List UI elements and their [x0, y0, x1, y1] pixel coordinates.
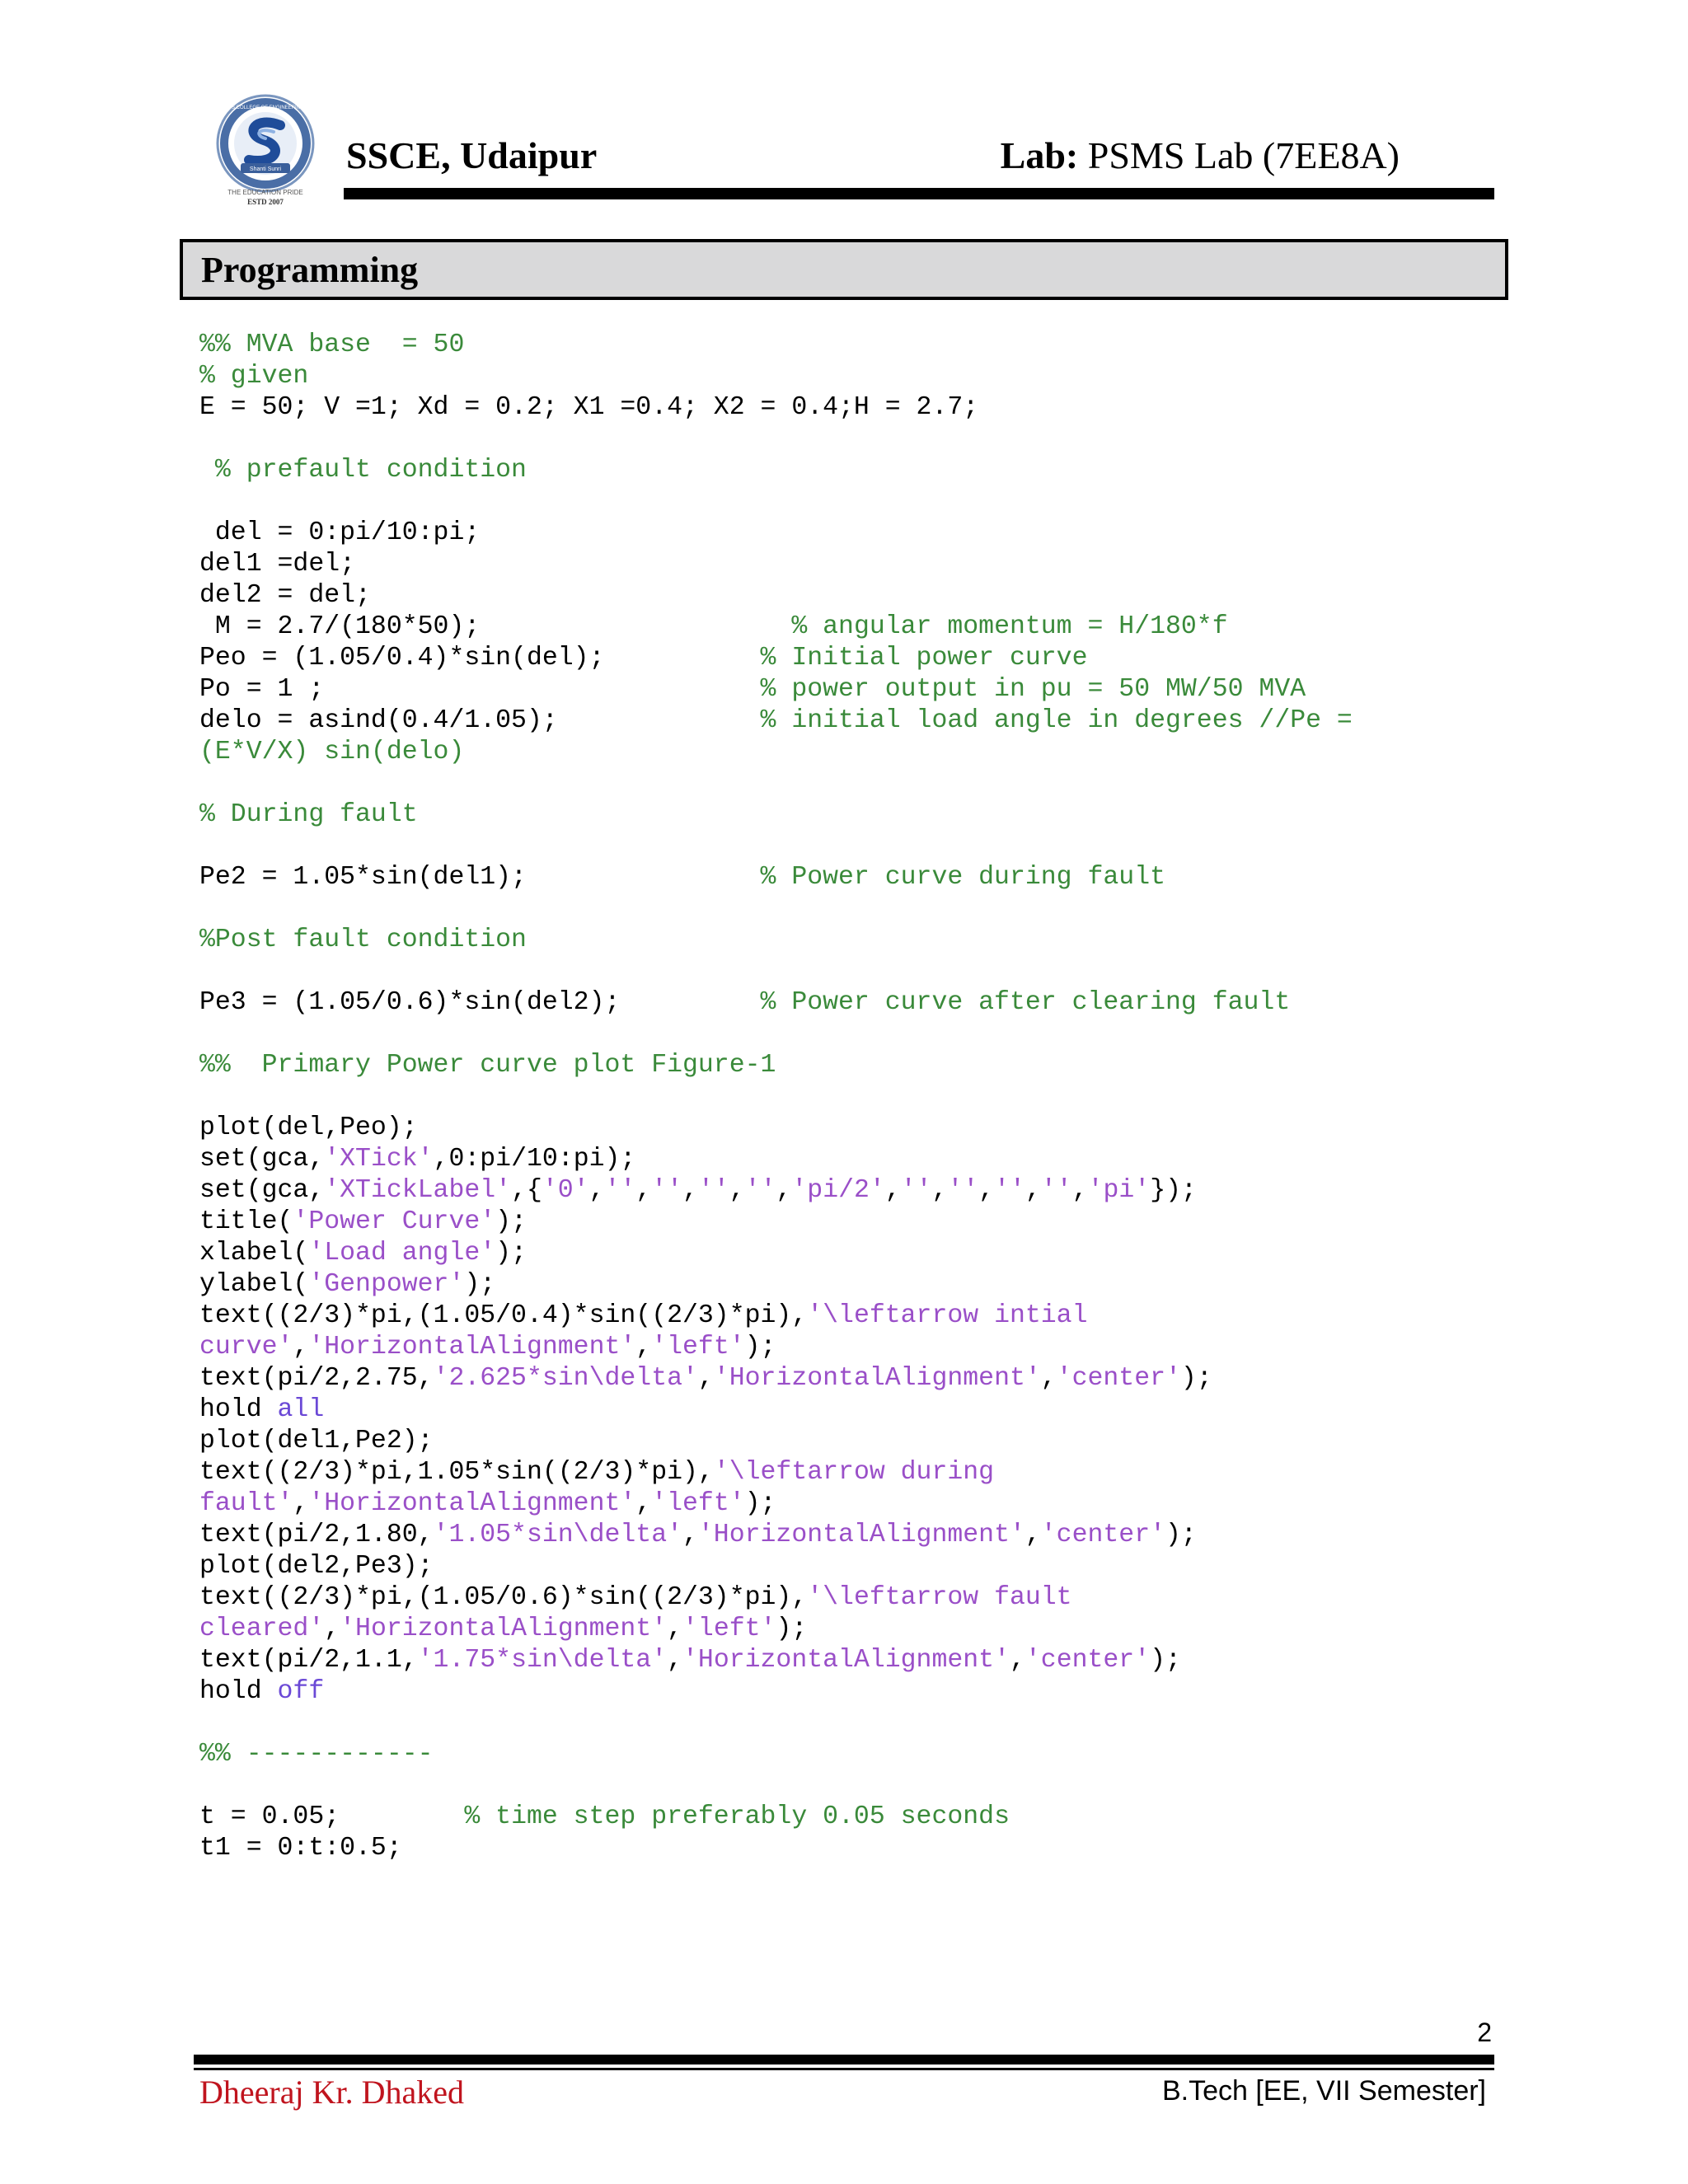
code-line: [199, 1426, 1518, 1457]
code-token: 'Genpower': [308, 1270, 465, 1299]
code-token: );: [495, 1207, 527, 1236]
code-line: [199, 862, 1518, 893]
code-line: [199, 1833, 1518, 1864]
code-line: [199, 518, 1518, 549]
code-token: Po = 1 ;: [199, 675, 761, 704]
code-token: %% Primary Power curve plot Figure-1: [199, 1051, 776, 1080]
code-token: 'center': [1056, 1364, 1181, 1393]
code-token: '': [900, 1176, 932, 1205]
code-line: [199, 737, 1518, 768]
code-line: [199, 330, 1518, 361]
code-token: 'pi': [1087, 1176, 1151, 1205]
code-token: text(pi/2,1.80,: [199, 1521, 434, 1549]
code-token: ,0:pi/10:pi);: [433, 1145, 636, 1174]
code-token: curve': [199, 1333, 293, 1361]
footer-rule-thick: [194, 2055, 1494, 2064]
code-token: ylabel(: [199, 1270, 309, 1299]
page-number: 2: [1477, 2018, 1492, 2047]
code-token: 'HorizontalAlignment': [340, 1615, 668, 1643]
lab-title: [1001, 134, 1400, 177]
code-token: ,: [293, 1489, 309, 1518]
code-line: [199, 1488, 1518, 1520]
code-line: [199, 1238, 1518, 1269]
code-token: ,: [1009, 1646, 1025, 1675]
code-token: ,: [635, 1176, 652, 1205]
code-line: [199, 1802, 1518, 1833]
code-token: ,: [667, 1615, 683, 1643]
code-token: %% MVA base = 50: [199, 330, 465, 359]
code-line: [199, 956, 1518, 987]
code-token: 'pi/2': [791, 1176, 885, 1205]
code-line: [199, 455, 1518, 486]
header-rule: [344, 188, 1494, 199]
section-header: [180, 239, 1508, 300]
code-token: t = 0.05;: [199, 1802, 465, 1831]
code-token: );: [1150, 1646, 1181, 1675]
code-line: [199, 392, 1518, 424]
code-token: 'HorizontalAlignment': [697, 1521, 1025, 1549]
code-token: % prefault condition: [199, 456, 527, 485]
code-token: ,: [1071, 1176, 1088, 1205]
code-token: off: [277, 1677, 325, 1706]
code-token: 'HorizontalAlignment': [713, 1364, 1041, 1393]
code-token: ,: [978, 1176, 995, 1205]
code-token: ,{: [511, 1176, 542, 1205]
code-token: Pe3 = (1.05/0.6)*sin(del2);: [199, 988, 761, 1017]
code-token: delo = asind(0.4/1.05);: [199, 706, 761, 735]
code-token: Peo = (1.05/0.4)*sin(del);: [199, 644, 761, 673]
code-line: [199, 925, 1518, 956]
code-token: 'left': [651, 1489, 745, 1518]
code-token: Pe2 = 1.05*sin(del1);: [199, 863, 761, 892]
code-line: [199, 1614, 1518, 1645]
code-token: );: [744, 1489, 776, 1518]
code-line: [199, 1081, 1518, 1113]
code-token: ,: [931, 1176, 948, 1205]
code-token: ,: [884, 1176, 901, 1205]
code-token: 'center': [1025, 1646, 1151, 1675]
code-token: 'Load angle': [308, 1239, 496, 1268]
code-token: '': [604, 1176, 636, 1205]
code-token: % initial load angle in degrees //Pe =: [760, 706, 1353, 735]
code-listing: [199, 330, 1518, 1864]
code-token: ,: [588, 1176, 605, 1205]
code-token: % Power curve after clearing fault: [760, 988, 1291, 1017]
code-token: t1 = 0:t:0.5;: [199, 1834, 402, 1863]
logo-mascot-text: Shanti Sunri: [249, 166, 282, 172]
code-token: '2.625*sin\delta': [433, 1364, 698, 1393]
lab-label: Lab:: [1000, 134, 1079, 176]
code-token: % Power curve during fault: [760, 863, 1165, 892]
code-line: [199, 1770, 1518, 1802]
code-token: text((2/3)*pi,(1.05/0.6)*sin((2/3)*pi),: [199, 1583, 808, 1612]
code-token: });: [1150, 1176, 1197, 1205]
code-token: '1.05*sin\delta': [433, 1521, 682, 1549]
code-line: [199, 831, 1518, 862]
code-token: ,: [1040, 1364, 1057, 1393]
code-line: [199, 987, 1518, 1019]
code-token: text((2/3)*pi,(1.05/0.4)*sin((2/3)*pi),: [199, 1301, 808, 1330]
code-token: '': [947, 1176, 979, 1205]
code-token: 'XTickLabel': [324, 1176, 512, 1205]
code-token: ,: [697, 1364, 714, 1393]
code-line: [199, 424, 1518, 455]
code-token: '': [994, 1176, 1025, 1205]
code-line: [199, 1269, 1518, 1301]
code-line: [199, 643, 1518, 674]
logo-estd: ESTD 2007: [247, 198, 284, 206]
code-token: text((2/3)*pi,1.05*sin((2/3)*pi),: [199, 1458, 714, 1487]
code-line: [199, 1551, 1518, 1582]
code-token: );: [495, 1239, 527, 1268]
code-token: del2 = del;: [199, 581, 371, 610]
code-line: [199, 1050, 1518, 1081]
code-token: % given: [199, 362, 309, 391]
code-token: ,: [1025, 1176, 1041, 1205]
code-line: [199, 1144, 1518, 1175]
code-token: 'HorizontalAlignment': [682, 1646, 1010, 1675]
code-token: text(pi/2,1.1,: [199, 1646, 418, 1675]
author-name: Dheeraj Kr. Dhaked: [199, 2074, 464, 2111]
code-line: [199, 1175, 1518, 1207]
course-info: B.Tech [EE, VII Semester]: [1161, 2075, 1486, 2107]
code-token: title(: [199, 1207, 293, 1236]
code-line: [199, 486, 1518, 518]
code-token: % During fault: [199, 800, 418, 829]
code-token: E = 50; V =1; Xd = 0.2; X1 =0.4; X2 = 0.4;H = 2.7;: [199, 393, 979, 422]
code-token: 'HorizontalAlignment': [308, 1333, 636, 1361]
code-line: [199, 1708, 1518, 1739]
code-line: [199, 549, 1518, 580]
logo-tagline: THE EDUCATION PRIDE: [227, 189, 303, 196]
code-line: [199, 768, 1518, 799]
code-token: plot(del2,Pe3);: [199, 1552, 434, 1581]
code-token: '\leftarrow during: [713, 1458, 995, 1487]
code-line: [199, 1301, 1518, 1332]
code-token: cleared': [199, 1615, 325, 1643]
code-line: [199, 1207, 1518, 1238]
code-line: [199, 1394, 1518, 1426]
code-token: 'XTick': [324, 1145, 434, 1174]
code-token: ,: [293, 1333, 309, 1361]
logo-ring-text: S S COLLEGE OF ENGINEERING: [227, 105, 304, 110]
code-token: );: [464, 1270, 496, 1299]
code-line: [199, 1582, 1518, 1614]
code-line: [199, 893, 1518, 925]
code-line: [199, 580, 1518, 612]
code-token: set(gca,: [199, 1176, 325, 1205]
code-token: );: [1180, 1364, 1212, 1393]
code-token: '': [744, 1176, 776, 1205]
section-title: Programming: [201, 250, 419, 290]
code-line: [199, 1520, 1518, 1551]
code-token: %Post fault condition: [199, 926, 527, 954]
code-token: plot(del,Peo);: [199, 1113, 418, 1142]
code-line: [199, 1363, 1518, 1394]
code-token: ,: [729, 1176, 745, 1205]
code-token: ,: [324, 1615, 340, 1643]
code-token: % angular momentum = H/180*f: [791, 612, 1228, 641]
code-line: [199, 1332, 1518, 1363]
code-line: [199, 1457, 1518, 1488]
code-token: '1.75*sin\delta': [417, 1646, 668, 1675]
code-token: % power output in pu = 50 MW/50 MVA: [760, 675, 1306, 704]
code-line: [199, 705, 1518, 737]
code-line: [199, 361, 1518, 392]
code-token: ,: [635, 1489, 652, 1518]
code-token: ,: [1025, 1521, 1041, 1549]
code-token: ,: [682, 1521, 698, 1549]
college-name: SSCE, Udaipur: [346, 134, 598, 176]
code-line: [199, 799, 1518, 831]
lab-value: PSMS Lab (7EE8A): [1087, 134, 1400, 176]
code-line: [199, 1645, 1518, 1676]
footer-rule-thin: [194, 2068, 1494, 2070]
code-token: '': [697, 1176, 729, 1205]
code-token: 'HorizontalAlignment': [308, 1489, 636, 1518]
code-token: all: [277, 1395, 325, 1424]
college-logo: [198, 92, 334, 208]
code-token: 'center': [1040, 1521, 1166, 1549]
code-token: plot(del1,Pe2);: [199, 1427, 434, 1455]
code-token: '\leftarrow intial: [807, 1301, 1088, 1330]
code-token: );: [744, 1333, 776, 1361]
code-token: '0': [542, 1176, 589, 1205]
code-token: );: [776, 1615, 808, 1643]
code-token: (E*V/X) sin(delo): [199, 738, 465, 766]
code-line: [199, 674, 1518, 705]
code-token: );: [1165, 1521, 1197, 1549]
code-line: [199, 1676, 1518, 1708]
code-line: [199, 1113, 1518, 1144]
code-line: [199, 612, 1518, 643]
code-line: [199, 1019, 1518, 1050]
code-token: M = 2.7/(180*50);: [199, 612, 792, 641]
code-token: ,: [776, 1176, 792, 1205]
code-token: hold: [199, 1395, 278, 1424]
code-token: set(gca,: [199, 1145, 325, 1174]
code-token: ,: [682, 1176, 698, 1205]
code-token: % Initial power curve: [760, 644, 1088, 673]
code-line: [199, 1739, 1518, 1770]
code-token: % time step preferably 0.05 seconds: [464, 1802, 1010, 1831]
code-token: ,: [635, 1333, 652, 1361]
code-token: hold: [199, 1677, 278, 1706]
code-token: 'left': [682, 1615, 776, 1643]
code-token: ,: [667, 1646, 683, 1675]
code-token: xlabel(: [199, 1239, 309, 1268]
code-token: '': [651, 1176, 683, 1205]
code-token: text(pi/2,2.75,: [199, 1364, 434, 1393]
code-token: '': [1040, 1176, 1072, 1205]
code-token: %% ------------: [199, 1740, 434, 1769]
code-token: del1 =del;: [199, 550, 356, 579]
code-token: fault': [199, 1489, 293, 1518]
code-token: 'left': [651, 1333, 745, 1361]
code-token: 'Power Curve': [293, 1207, 496, 1236]
code-token: del = 0:pi/10:pi;: [199, 518, 481, 547]
code-token: '\leftarrow fault: [807, 1583, 1072, 1612]
